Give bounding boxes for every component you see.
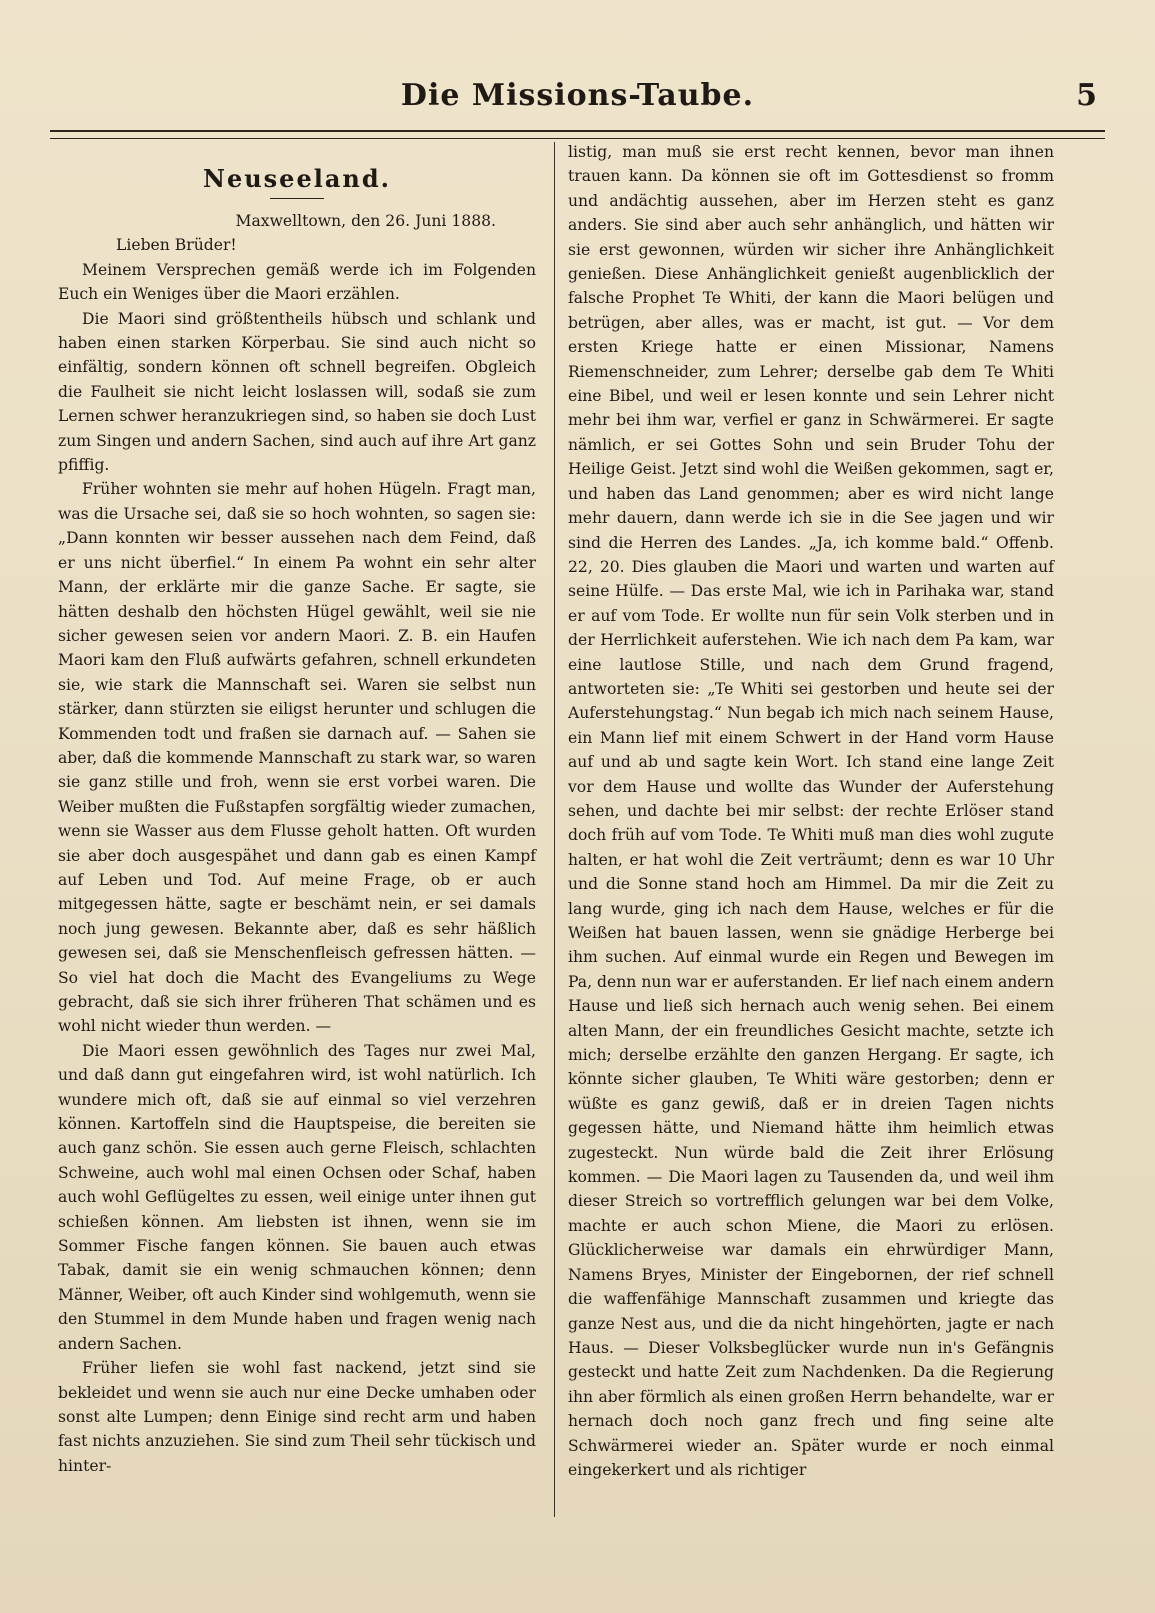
page-number: 5 bbox=[1076, 78, 1097, 113]
salutation: Lieben Brüder! bbox=[116, 236, 237, 255]
article-title: Neuseeland. bbox=[203, 164, 391, 193]
paragraph: Früher liefen sie wohl fast nackend, jetzt sind sie bekleidet und wenn sie auch nur eine Decke umhaben oder sonst alte Lumpen; denn Einige sind recht arm und haben fast nichts anzuziehen. Sie sind zum Theil sehr tückisch und hinter- bbox=[58, 1359, 536, 1475]
paragraph-continued: listig, man muß sie erst recht kennen, bevor man ihnen trauen kann. Da können sie oft im Gottesdienst so fromm und andächtig aussehen, aber im Herzen steht es ganz anders. Sie sind aber auch sehr anhänglich, und hätten wir sie erst gewonnen, würden wir sicher ihre Anhänglichkeit genießen. Diese Anhänglichkeit genießt augenblicklich der falsche Prophet Te Whiti, der kann die Maori belügen und betrügen, aber alles, was er macht, ist gut. — Vor dem ersten Kriege hatte er einen Missionar, Namens Riemenschneider, zum Lehrer; derselbe gab dem Te Whiti eine Bibel, und weil er lesen konnte und sein Lehrer nicht mehr bei ihm war, verfiel er ganz in Schwärmerei. Er sagte nämlich, er sei Gottes Sohn und sein Bruder Tohu der Heilige Geist. Jetzt sind wohl die Weißen gekommen, sagt er, und haben das Land genommen; aber es wird nicht lange mehr dauern, dann werde ich sie in die See jagen und wir sind die Herren des Landes. „Ja, ich komme bald.“ Offenb. 22, 20. Dies glauben die Maori und warten und warten auf seine Hülfe. — Das erste Mal, wie ich in Parihaka war, stand er auf vom Tode. Er wollte nun für sein Volk sterben und in der Herrlichkeit auferstehen. Wie ich nach dem Pa kam, war eine lautlose Stille, und nach dem Grund fragend, antworteten sie: „Te Whiti sei gestorben und heute sei der Auferstehungstag.“ Nun begab ich mich nach seinem Hause, ein Mann lief mit einem Schwert in der Hand vorm Hause auf und ab und sagte kein Wort. Ich stand eine lange Zeit vor dem Hause und wollte das Wunder der Auferstehung sehen, und dachte bei mir selbst: der rechte Erlöser stand doch früh auf vom Tode. Te Whiti muß man dies wohl zugute halten, er hat wohl die Zeit verträumt; denn es war 10 Uhr und die Sonne stand hoch am Himmel. Da mir die Zeit zu lang wurde, ging ich nach dem Hause, welches er für die Weißen hat bauen lassen, wenn sie gnädige Herberge bei ihm suchen. Auf einmal wurde ein Regen und Bewegen im Pa, denn nun war er auferstanden. Er lief nach einem andern Hause und ließ sich hernach auch wenig sehen. Bei einem alten Mann, der ein freundliches Gesicht machte, setzte ich mich; derselbe erzählte den ganzen Hergang. Er sagte, ich könnte sicher glauben, Te Whiti wäre gestorben; denn er wüßte es ganz gewiß, daß er in dreien Tagen nichts gegessen hätte, und Niemand hätte ihm heimlich etwas zugesteckt. Nun würde bald die Zeit ihrer Erlösung kommen. — Die Maori lagen zu Tausenden da, und weil ihm dieser Streich so vortrefflich gelungen war bei dem Volke, machte er auch schon Miene, die Maori zu erlösen. Glücklicherweise war damals ein ehrwürdiger Mann, Namens Bryes, Minister der Eingebornen, der rief schnell die waffenfähige Mannschaft zusammen und kriegte das ganze Nest aus, und die da nicht hingehörten, jagte er nach Haus. — Dieser Volksbeglücker wurde nun in's Gefängnis gesteckt und hatte Zeit zum Nachdenken. Da die Regierung ihn aber förmlich als einen großen Herrn behandelte, war er hernach doch noch ganz frech und fing seine alte Schwärmerei wieder an. Später wurde er noch einmal eingekerkert und als richtiger bbox=[568, 143, 1054, 1479]
page-header bbox=[50, 78, 1105, 118]
left-column bbox=[58, 150, 536, 1478]
right-column bbox=[568, 140, 1054, 1482]
paragraph: Die Maori essen gewöhnlich des Tages nur zwei Mal, und daß dann gut eingefahren wird, ist wohl natürlich. Ich wundere mich oft, daß sie auf einmal so viel verzehren können. Kartoffeln sind die Hauptspeise, die bereiten sie auch ganz schön. Sie essen auch gerne Fleisch, schlachten Schweine, auch wohl mal einen Ochsen oder Schaf, haben auch wohl Geflügeltes zu essen, weil einige unter ihnen gut schießen können. Am liebsten ist ihnen, wenn sie im Sommer Fische fangen können. Sie bauen auch etwas Tabak, damit sie ein wenig schmauchen können; denn Männer, Weiber, oft auch Kinder sind wohlgemuth, wenn sie den Stummel in dem Munde haben und fragen wenig nach andern Sachen. bbox=[58, 1041, 536, 1353]
paragraph: Früher wohnten sie mehr auf hohen Hügeln. Fragt man, was die Ursache sei, daß sie so hoch wohnten, so sagen sie: „Dann konnten wir besser aussehen nach dem Feind, daß er uns nicht überfiel.“ In einem Pa wohnt ein sehr alter Mann, der erklärte mir die ganze Sache. Er sagte, sie hätten deshalb den höchsten Hügel gewählt, weil sie nie sicher gewesen seien vor andern Maori. Z. B. ein Haufen Maori kam den Fluß aufwärts gefahren, schnell erkundeten sie, wie stark die Mannschaft sei. Waren sie selbst nun stärker, dann stürzten sie eiligst herunter und schlugen die Kommenden todt und fraßen sie darnach auf. — Sahen sie aber, daß die kommende Mannschaft zu stark war, so waren sie ganz stille und froh, wenn sie erst vorbei waren. Die Weiber mußten die Fußstapfen sorgfältig wieder zumachen, wenn sie Wasser aus dem Flusse geholt hatten. Oft wurden sie aber doch ausgespähet und dann gab es einen Kampf auf Leben und Tod. Auf meine Frage, ob er auch mitgegessen hätte, sagte er beschämt nein, er sei damals noch jung gewesen. Bekannte aber, daß es sehr häßlich gewesen sei, daß sie Menschenfleisch gefressen hätten. — So viel hat doch die Macht des Evangeliums zu Wege gebracht, daß sie sich ihrer früheren That schämen und es wohl nicht wieder thun werden. — bbox=[58, 480, 536, 1036]
journal-title: Die Missions-Taube. bbox=[400, 78, 755, 113]
dateline: Maxwelltown, den 26. Juni 1888. bbox=[235, 212, 496, 230]
header-double-rule bbox=[50, 130, 1105, 139]
title-rule bbox=[270, 198, 324, 199]
paragraph: Meinem Versprechen gemäß werde ich im Folgenden Euch ein Weniges über die Maori erzählen. bbox=[58, 260, 536, 304]
paragraph: Die Maori sind größtentheils hübsch und schlank und haben einen starken Körperbau. Sie sind auch nicht so einfältig, sondern können oft schnell begreifen. Obgleich die Faulheit sie nicht leicht loslassen will, sodaß sie zum Lernen schwer heranzukriegen sind, so haben sie doch Lust zum Singen und andern Sachen, sind auch auf ihre Art ganz pfiffig. bbox=[58, 309, 536, 475]
column-divider bbox=[554, 142, 555, 1517]
